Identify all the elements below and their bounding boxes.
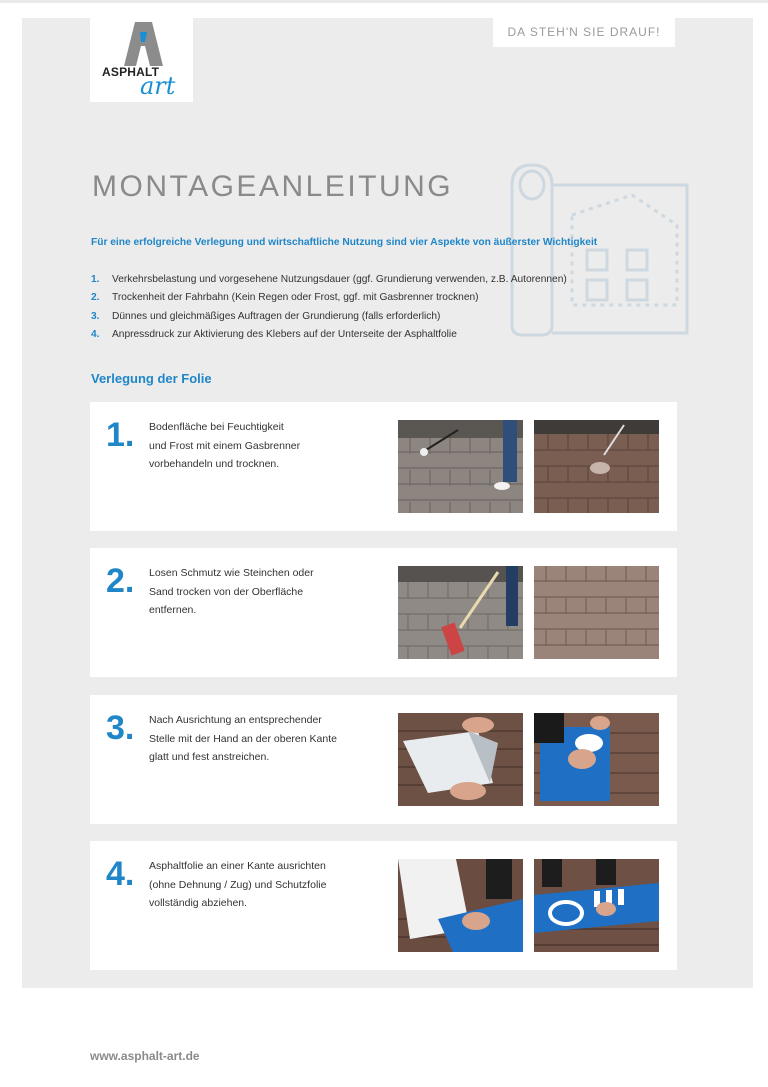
step-photo-peeling [398, 713, 523, 806]
aspect-number: 3. [91, 310, 100, 322]
step-photo-burner-closeup [534, 420, 659, 513]
intro-text: Für eine erfolgreiche Verlegung und wirtschaftliche Nutzung sind vier Aspekte von äußerster Wichtigkeit [91, 237, 598, 248]
top-rule [0, 0, 768, 3]
aspects-list [91, 273, 567, 346]
step-number: 1. [106, 416, 135, 454]
aspect-text: Verkehrsbelastung und vorgesehene Nutzungsdauer (ggf. Grundierung verwenden, z.B. Autorennen) [112, 274, 567, 285]
slogan-badge: DA STEH'N SIE DRAUF! [493, 18, 675, 47]
logo-text: ASPHALT [102, 65, 160, 79]
step-card-2 [90, 548, 677, 677]
aspect-number: 4. [91, 328, 100, 340]
step-text: Asphaltfolie an einer Kante ausrichten (ohne Dehnung / Zug) und Schutzfolie vollständig abziehen. [149, 860, 327, 909]
asphalt-art-logo[interactable] [90, 18, 193, 102]
step-number: 3. [106, 709, 135, 747]
section-heading: Verlegung der Folie [91, 371, 212, 386]
step-text: Nach Ausrichtung an entsprechender Stelle mit der Hand an der oberen Kante glatt und fest anstreichen. [149, 714, 337, 763]
page-title: MONTAGEANLEITUNG [92, 170, 454, 203]
step-photo-pressing [534, 713, 659, 806]
aspect-text: Dünnes und gleichmäßiges Auftragen der Grundierung (falls erforderlich) [112, 310, 441, 322]
step-photo-finished-logo [534, 859, 659, 952]
step-photo-clean-pavement [534, 566, 659, 659]
step-photo-backing-removal [398, 859, 523, 952]
aspect-number: 1. [91, 274, 100, 285]
aspect-text: Trockenheit der Fahrbahn (Kein Regen oder Frost, ggf. mit Gasbrenner trocknen) [112, 292, 479, 304]
aspect-text: Anpressdruck zur Aktivierung des Klebers auf der Unterseite der Asphaltfolie [112, 328, 457, 340]
footer-website-link[interactable]: www.asphalt-art.de [90, 1049, 200, 1063]
aspect-item [91, 328, 567, 346]
step-photo-broom [398, 566, 523, 659]
step-number: 4. [106, 855, 135, 893]
step-card-1 [90, 402, 677, 531]
aspect-item [91, 291, 567, 309]
logo-script-text: art [140, 72, 176, 100]
step-number: 2. [106, 562, 135, 600]
step-text: Bodenfläche bei Feuchtigkeit und Frost mit einem Gasbrenner vorbehandeln und trocknen. [149, 421, 301, 470]
step-photo-burner [398, 420, 523, 513]
aspect-number: 2. [91, 292, 100, 304]
step-card-4 [90, 841, 677, 970]
step-text: Losen Schmutz wie Steinchen oder Sand trocken von der Oberfläche entfernen. [149, 567, 314, 616]
step-card-3 [90, 695, 677, 824]
aspect-item [91, 310, 567, 328]
aspect-item [91, 273, 567, 291]
